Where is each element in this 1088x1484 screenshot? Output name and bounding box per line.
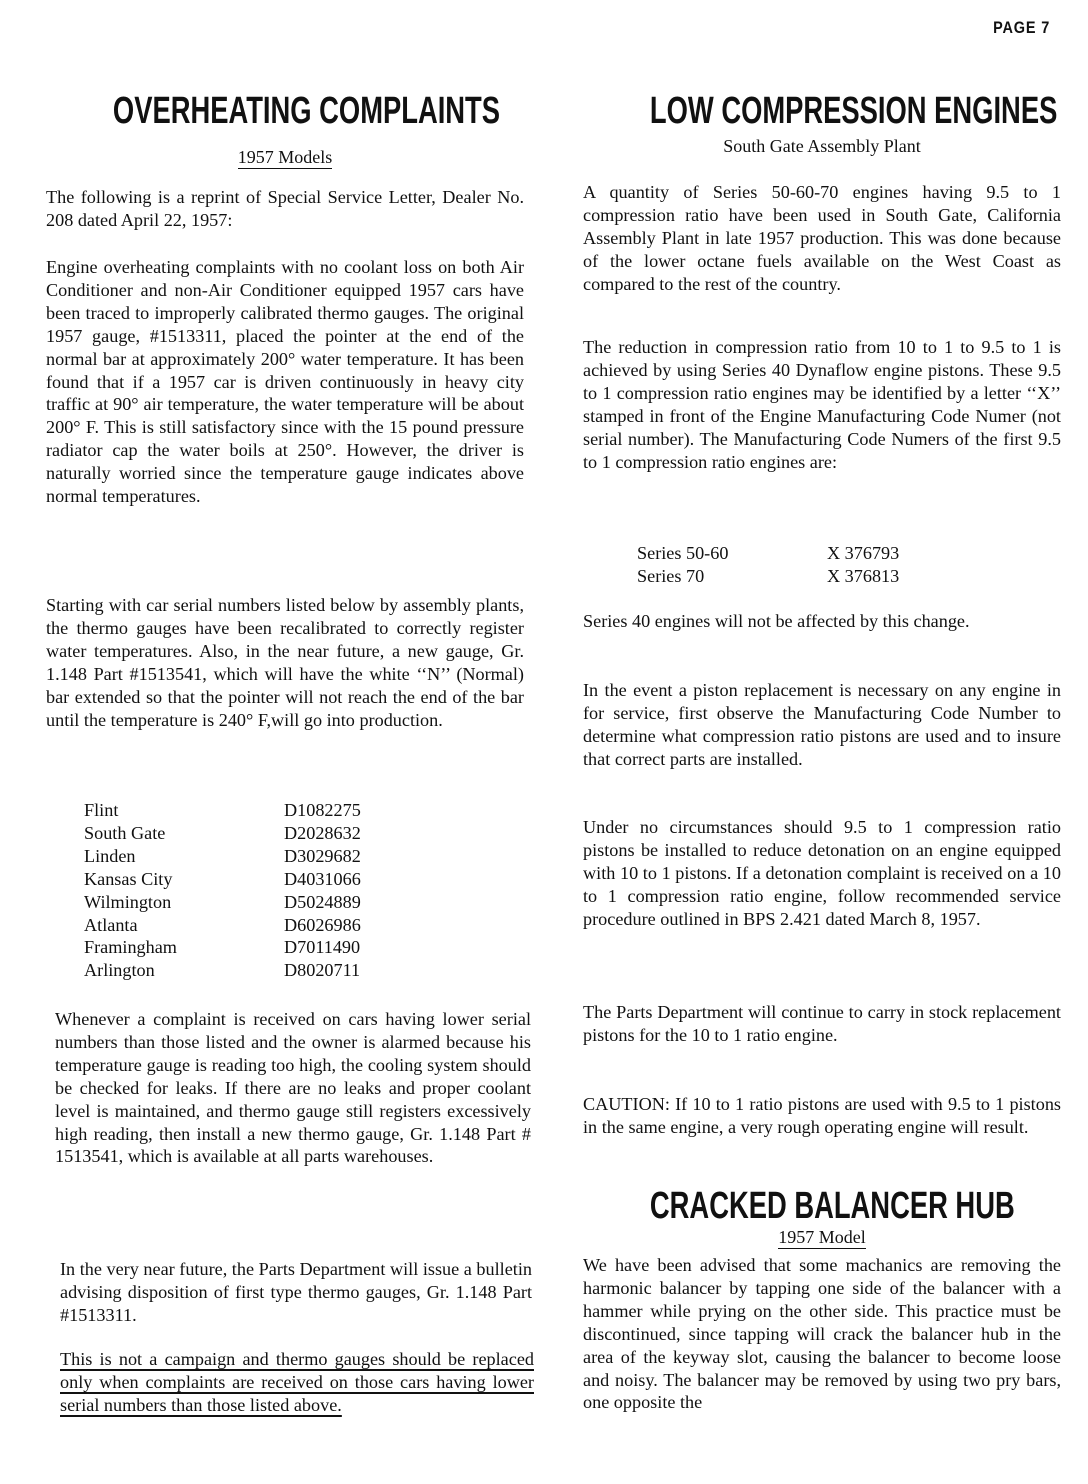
plant-name: Arlington: [84, 960, 155, 981]
paragraph: Series 40 engines will not be affected by this change.: [583, 611, 970, 631]
table-row: [84, 891, 414, 914]
serial-number-table: [84, 799, 414, 982]
engine-series: Series 50-60: [637, 543, 729, 563]
plant-name: Kansas City: [84, 868, 173, 889]
plant-name: Wilmington: [84, 891, 172, 912]
serial-number: D4031066: [284, 868, 361, 889]
serial-number: D8020711: [284, 960, 361, 981]
paragraph: In the event a piston replacement is necessary on any engine in for service, first observe the Manufacturing Code Number to determine what compression ratio pistons are used and to insure that correct parts are installed.: [583, 680, 1061, 769]
section-heading: CRACKED BALANCER HUB: [649, 1185, 1015, 1227]
plant-name: Atlanta: [84, 914, 138, 935]
serial-number: D6026986: [284, 914, 361, 935]
page-number: PAGE 7: [992, 18, 1050, 37]
serial-number: D7011490: [284, 937, 361, 958]
table-row: [637, 542, 967, 565]
paragraph: A quantity of Series 50-60-70 engines having 9.5 to 1 compression ratio have been used in South Gate, California Assembly Plant in late 1957 production. This was done because of the lower octane fuels available on the West Coast as compared to the rest of the country.: [583, 182, 1061, 294]
paragraph: The reduction in compression ratio from 10 to 1 to 9.5 to 1 is achieved by using Series 40 Dynaflow engine pistons. These 9.5 to 1 compression ratio engines may be identified by a letter ‘‘X’’ stamped in front of the Engine Manufacturing Code Numer (not serial number). The Manufacturing Code Numers of the first 9.5 to 1 compression ratio engines are:: [583, 337, 1061, 472]
table-row: [84, 822, 414, 845]
section-subheading: [583, 1228, 1061, 1246]
paragraph: Under no circumstances should 9.5 to 1 compression ratio pistons be installed to reduce detonation on an engine equipped with 10 to 1 pistons. If a detonation complaint is received on a 10 to 1 compression ratio engine, follow recommended service procedure outlined in BPS 2.421 dated March 8, 1957.: [583, 817, 1061, 929]
engine-series: Series 70: [637, 565, 705, 586]
section-subheading: South Gate Assembly Plant: [723, 136, 921, 156]
paragraph: In the very near future, the Parts Department will issue a bulletin advising disposition of first type thermo gauges, Gr. 1.148 Part #1513311.: [60, 1259, 532, 1325]
plant-name: South Gate: [84, 822, 166, 843]
section-heading: OVERHEATING COMPLAINTS: [112, 90, 501, 132]
section-subheading: [46, 148, 524, 166]
table-row: [84, 959, 414, 982]
manufacturing-code-table: [637, 542, 967, 588]
paragraph: Engine overheating complaints with no coolant loss on both Air Conditioner and non-Air Conditioner equipped 1957 cars have been traced to improperly calibrated thermo gauges. The original 1957 gauge, #1513311, placed the pointer at the end of the normal bar at approximately 200° water temperature. It has been found that if a 1957 car is driven continuously in heavy city traffic at 90° air temperature, the water temperature will be about 200° F. This is still satisfactory since with the 15 pound pressure radiator cap the water boils at 250°. However, the driver is naturally worried since the temperature gauge indicates above normal temperatures.: [46, 257, 524, 507]
underlined-notice-paragraph: This is not a campaign and thermo gauges should be replaced only when complaints are received on those cars having lower serial numbers than those listed above.: [60, 1349, 534, 1415]
serial-number: D3029682: [284, 845, 361, 866]
section-heading: LOW COMPRESSION ENGINES: [649, 90, 1058, 132]
paragraph: The following is a reprint of Special Service Letter, Dealer No. 208 dated April 22, 1957:: [46, 187, 524, 230]
table-row: [637, 565, 967, 588]
serial-number: D2028632: [284, 822, 361, 843]
serial-number: D5024889: [284, 891, 361, 912]
plant-name: Linden: [84, 845, 136, 866]
plant-name: Flint: [84, 800, 119, 820]
table-row: [84, 845, 414, 868]
paragraph: Starting with car serial numbers listed below by assembly plants, the thermo gauges have been recalibrated to correctly register water temperatures. Also, in the near future, a new gauge, Gr. 1.148 Part #1513541, which will have the white ‘‘N’’ (Normal) bar extended so that the pointer will not reach the end of the bar until the temperature is 240° F,will go into production.: [46, 595, 524, 730]
subtitle-text: 1957 Models: [237, 147, 333, 167]
paragraph: The Parts Department will continue to carry in stock replacement pistons for the 10 to 1 ratio engine.: [583, 1002, 1061, 1045]
subtitle-text: 1957 Model: [778, 1227, 866, 1247]
caution-paragraph: CAUTION: If 10 to 1 ratio pistons are used with 9.5 to 1 pistons in the same engine, a very rough operating engine will result.: [583, 1094, 1061, 1137]
serial-number: D1082275: [284, 800, 361, 820]
table-row: [84, 868, 414, 891]
table-row: [84, 936, 414, 959]
table-row: [84, 914, 414, 937]
plant-name: Framingham: [84, 937, 177, 958]
table-row: [84, 799, 414, 822]
manufacturing-code: X 376793: [827, 543, 900, 563]
manufacturing-code: X 376813: [827, 565, 900, 586]
paragraph: Whenever a complaint is received on cars having lower serial numbers than those listed and the owner is alarmed because his temperature gauge is reading too high, the cooling system should be checked for leaks. If there are no leaks and proper coolant level is maintained, and thermo gauge still registers excessively high reading, then install a new thermo gauge, Gr. 1.148 Part # 1513541, which is available at all parts warehouses.: [55, 1009, 531, 1167]
paragraph: We have been advised that some machanics are removing the harmonic balancer by tapping one side of the balancer with a hammer while prying on the other side. This practice must be discontinued, since tapping will crack the balancer hub in the area of the keyway slot, causing the balancer to become loose and noisy. The balancer may be removed by using two pry bars, one opposite the: [583, 1255, 1061, 1413]
